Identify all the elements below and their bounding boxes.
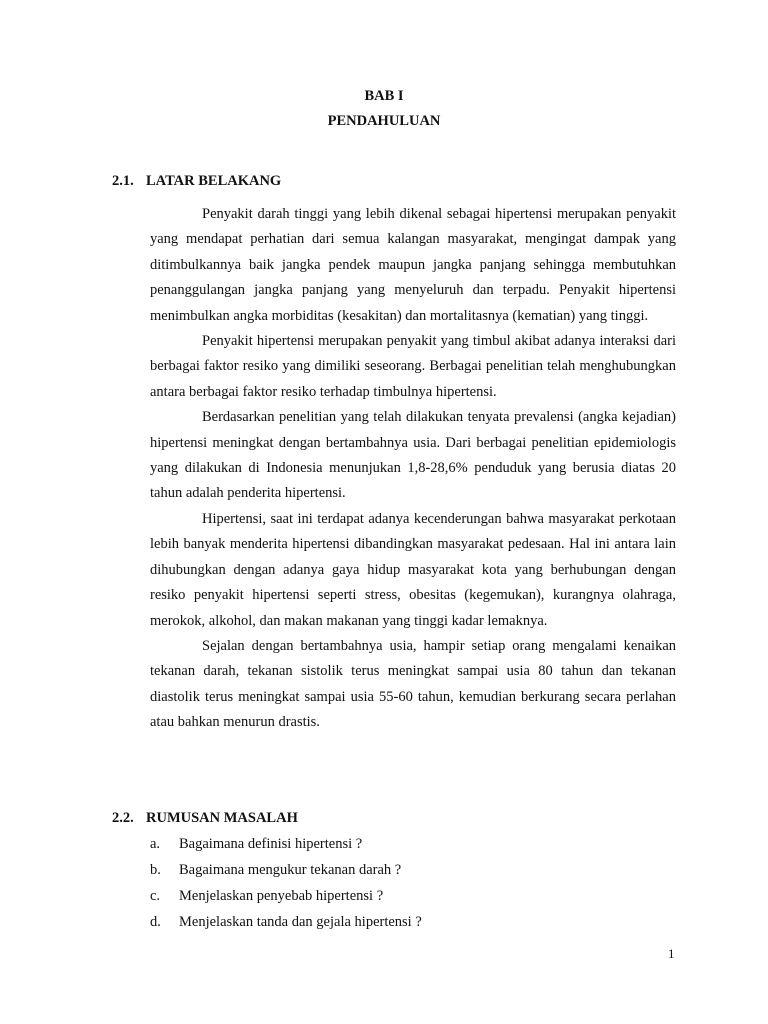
chapter-title: PENDAHULUAN xyxy=(327,113,441,129)
list-item xyxy=(150,831,676,857)
paragraph: Berdasarkan penelitian yang telah dilakukan tenyata prevalensi (angka kejadian) hipertensi meningkat dengan bertambahnya usia. Dari berbagai penelitian epidemiologis yang dilakukan di Indonesia menunjukan 1,8-28,6% penduduk yang berusia diatas 20 tahun adalah penderita hipertensi. xyxy=(150,409,676,502)
list-item xyxy=(150,883,676,909)
paragraph: Penyakit darah tinggi yang lebih dikenal sebagai hipertensi merupakan penyakit yang mendapat perhatian dari semua kalangan masyarakat, mengingat dampak yang ditimbulkannya baik jangka pendek maupun jangka panjang sehingga membutuhkan penanggulangan jangka panjang yang menyeluruh dan terpadu. Penyakit hipertensi menimbulkan angka morbiditas (kesakitan) dan mortalitasnya (kematian) yang tinggi. xyxy=(150,206,676,324)
list-item-text: Menjelaskan penyebab hipertensi ? xyxy=(179,888,384,904)
page-number: 1 xyxy=(668,946,675,961)
list-marker: a. xyxy=(150,836,161,852)
list-item-text: Bagaimana mengukur tekanan darah ? xyxy=(179,862,402,878)
list-marker: c. xyxy=(150,888,161,904)
paragraph: Sejalan dengan bertambahnya usia, hampir setiap orang mengalami kenaikan tekanan darah, tekanan sistolik terus meningkat sampai usia 80 tahun dan tekanan diastolik terus meningkat sampai usia 55-60 tahun, kemudian berkurang secara perlahan atau bahkan menurun drastis. xyxy=(150,637,676,731)
list-marker: b. xyxy=(150,862,161,878)
section-title: LATAR BELAKANG xyxy=(146,173,282,189)
section-title: RUMUSAN MASALAH xyxy=(146,810,298,826)
list-marker: d. xyxy=(150,914,161,930)
chapter-label: BAB I xyxy=(364,88,404,104)
section-body-latar-belakang xyxy=(150,202,676,736)
section-number: 2.2. xyxy=(112,810,134,826)
list-item xyxy=(150,857,676,883)
section-number: 2.1. xyxy=(112,173,134,189)
section-heading-rumusan-masalah xyxy=(112,808,298,828)
list-item xyxy=(150,909,676,935)
paragraph: Penyakit hipertensi merupakan penyakit yang timbul akibat adanya interaksi dari berbagai faktor resiko yang dimiliki seseorang. Berbagai penelitian telah menghubungkan antara berbagai faktor resiko terhadap timbulnya hipertensi. xyxy=(150,333,676,400)
list-item-text: Menjelaskan tanda dan gejala hipertensi ? xyxy=(179,914,422,930)
list-item-text: Bagaimana definisi hipertensi ? xyxy=(179,836,363,852)
section-heading-latar-belakang xyxy=(112,171,281,191)
paragraph: Hipertensi, saat ini terdapat adanya kecenderungan bahwa masyarakat perkotaan lebih banyak menderita hipertensi dibandingkan masyarakat pedesaan. Hal ini antara lain dihubungkan dengan adanya gaya hidup masyarakat kota yang berhubungan dengan resiko penyakit hipertensi seperti stress, obesitas (kegemukan), kurangnya olahraga, merokok, alkohol, dan makan makanan yang tinggi kadar lemaknya. xyxy=(150,510,676,629)
problem-list xyxy=(150,831,676,935)
